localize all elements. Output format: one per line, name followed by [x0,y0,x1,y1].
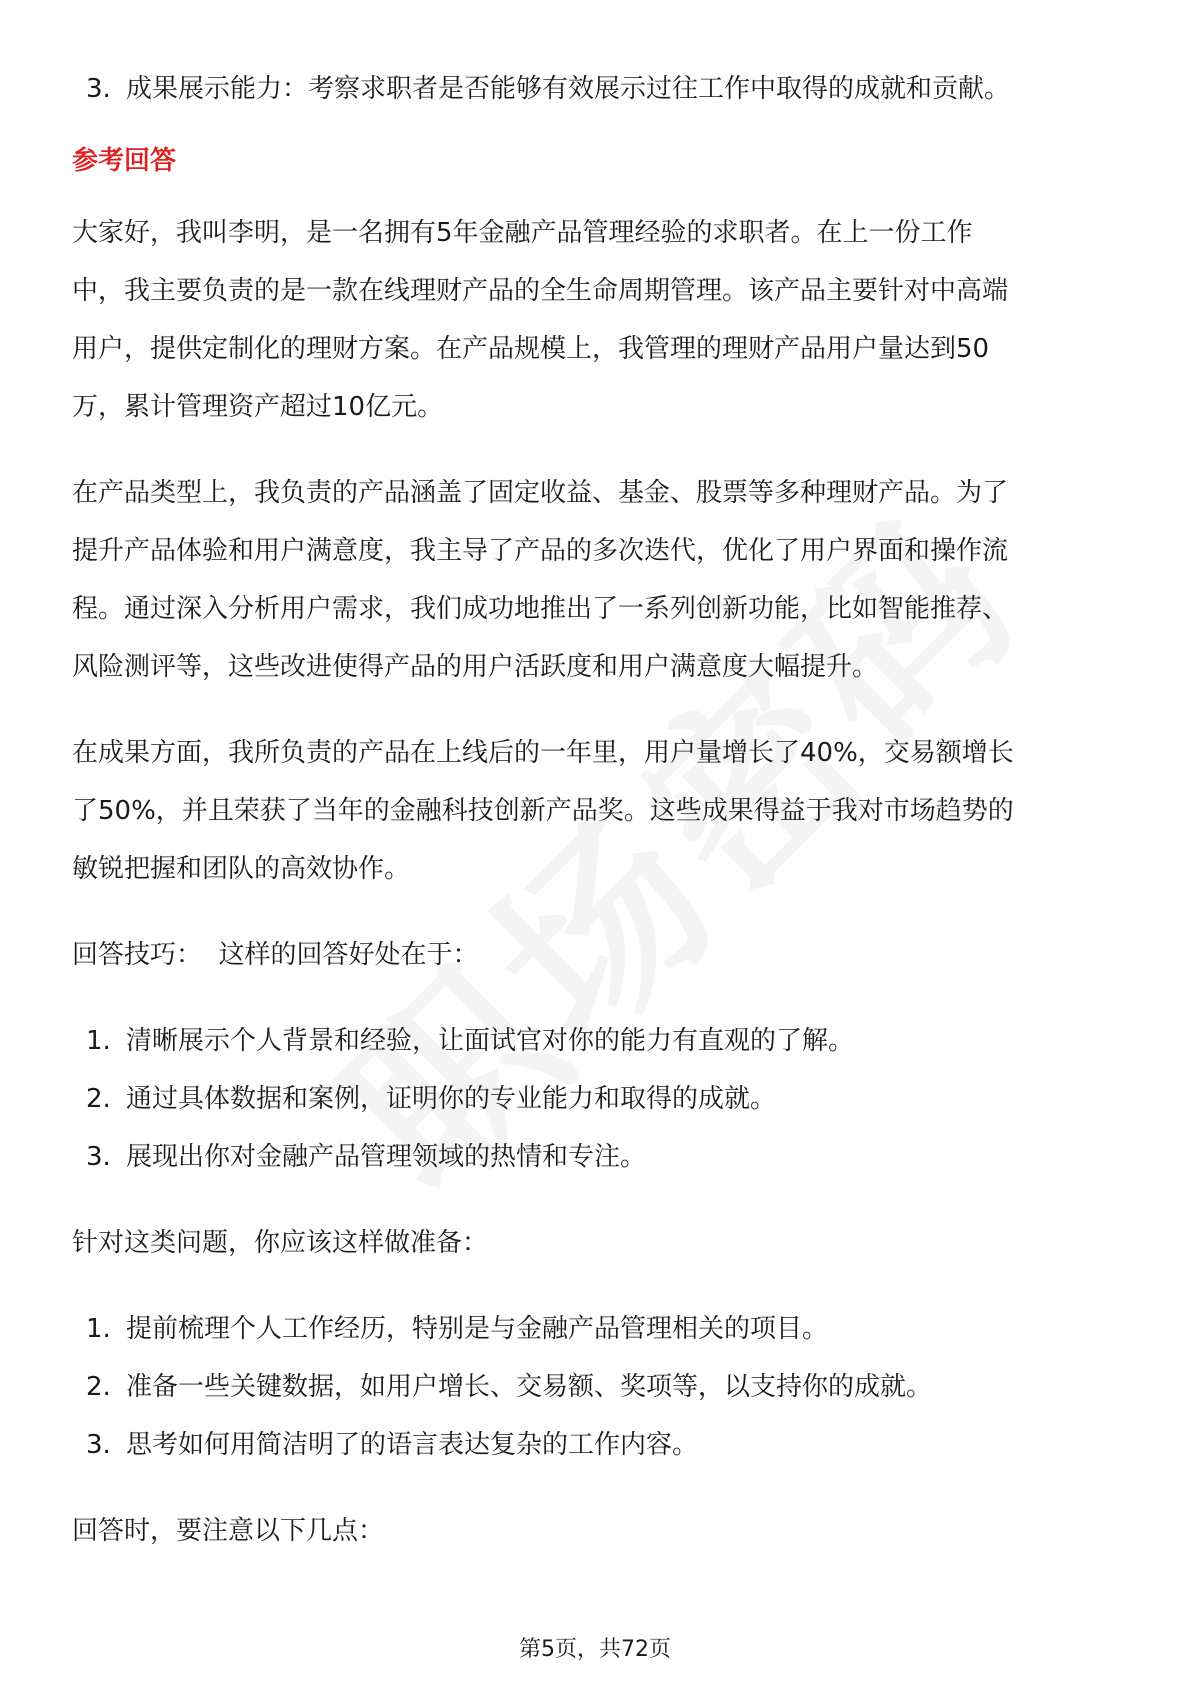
paragraph-line: 了50%，并且荣获了当年的金融科技创新产品奖。这些成果得益于我对市场趋势的 [72,796,1014,826]
list-number: 3. [86,1142,111,1172]
list-item [72,1416,1122,1474]
list-text: 提前梳理个人工作经历，特别是与金融产品管理相关的项目。 [126,1314,829,1344]
list-item [72,60,1122,118]
list-text: 展现出你对金融产品管理领域的热情和专注。 [126,1142,647,1172]
page-footer: 第5页，共72页 [519,1637,671,1662]
list-item [72,1358,1122,1416]
list-item [72,1300,1122,1358]
notes-heading: 回答时，要注意以下几点： [72,1516,385,1546]
tips-heading-block [72,926,1122,984]
tips-heading: 回答技巧： 这样的回答好处在于： [72,940,479,970]
list-number: 3. [86,74,111,104]
list-item [72,1128,1122,1186]
list-item [72,1070,1122,1128]
paragraph-line: 敏锐把握和团队的高效协作。 [72,854,411,884]
list-number: 2. [86,1372,111,1402]
list-number: 2. [86,1084,111,1114]
paragraph-line: 风险测评等，这些改进使得产品的用户活跃度和用户满意度大幅提升。 [72,652,879,682]
paragraph-line: 在产品类型上，我负责的产品涵盖了固定收益、基金、股票等多种理财产品。为了 [72,478,1009,508]
prep-heading-block [72,1214,1122,1272]
paragraph-product-types [72,464,1122,696]
list-number: 1. [86,1314,111,1344]
paragraph-line: 万，累计管理资产超过10亿元。 [72,392,444,422]
section-title: 参考回答 [72,146,177,176]
list-text: 通过具体数据和案例，证明你的专业能力和取得的成就。 [126,1084,777,1114]
paragraph-results [72,724,1122,898]
prep-list [72,1300,1122,1474]
paragraph-line: 大家好，我叫李明，是一名拥有5年金融产品管理经验的求职者。在上一份工作 [72,218,973,248]
list-text: 思考如何用简洁明了的语言表达复杂的工作内容。 [126,1430,699,1460]
list-item [72,1012,1122,1070]
paragraph-line: 中，我主要负责的是一款在线理财产品的全生命周期管理。该产品主要针对中高端 [72,276,1009,306]
document-body [72,60,1122,1588]
list-text: 成果展示能力：考察求职者是否能够有效展示过往工作中取得的成就和贡献。 [126,74,1011,104]
list-number: 1. [86,1026,111,1056]
notes-heading-block [72,1502,1122,1560]
prep-heading: 针对这类问题，你应该这样做准备： [72,1228,489,1258]
paragraph-line: 提升产品体验和用户满意度，我主导了产品的多次迭代，优化了用户界面和操作流 [72,536,1009,566]
list-text: 准备一些关键数据，如用户增长、交易额、奖项等，以支持你的成就。 [126,1372,933,1402]
paragraph-line: 在成果方面，我所负责的产品在上线后的一年里，用户量增长了40%，交易额增长 [72,738,1014,768]
list-text: 清晰展示个人背景和经验，让面试官对你的能力有直观的了解。 [126,1026,855,1056]
paragraph-line: 程。通过深入分析用户需求，我们成功地推出了一系列创新功能，比如智能推荐、 [72,594,1009,624]
list-number: 3. [86,1430,111,1460]
paragraph-line: 用户，提供定制化的理财方案。在产品规模上，我管理的理财产品用户量达到50 [72,334,990,364]
paragraph-intro [72,204,1122,436]
tips-list [72,1012,1122,1186]
top-list [72,60,1122,118]
